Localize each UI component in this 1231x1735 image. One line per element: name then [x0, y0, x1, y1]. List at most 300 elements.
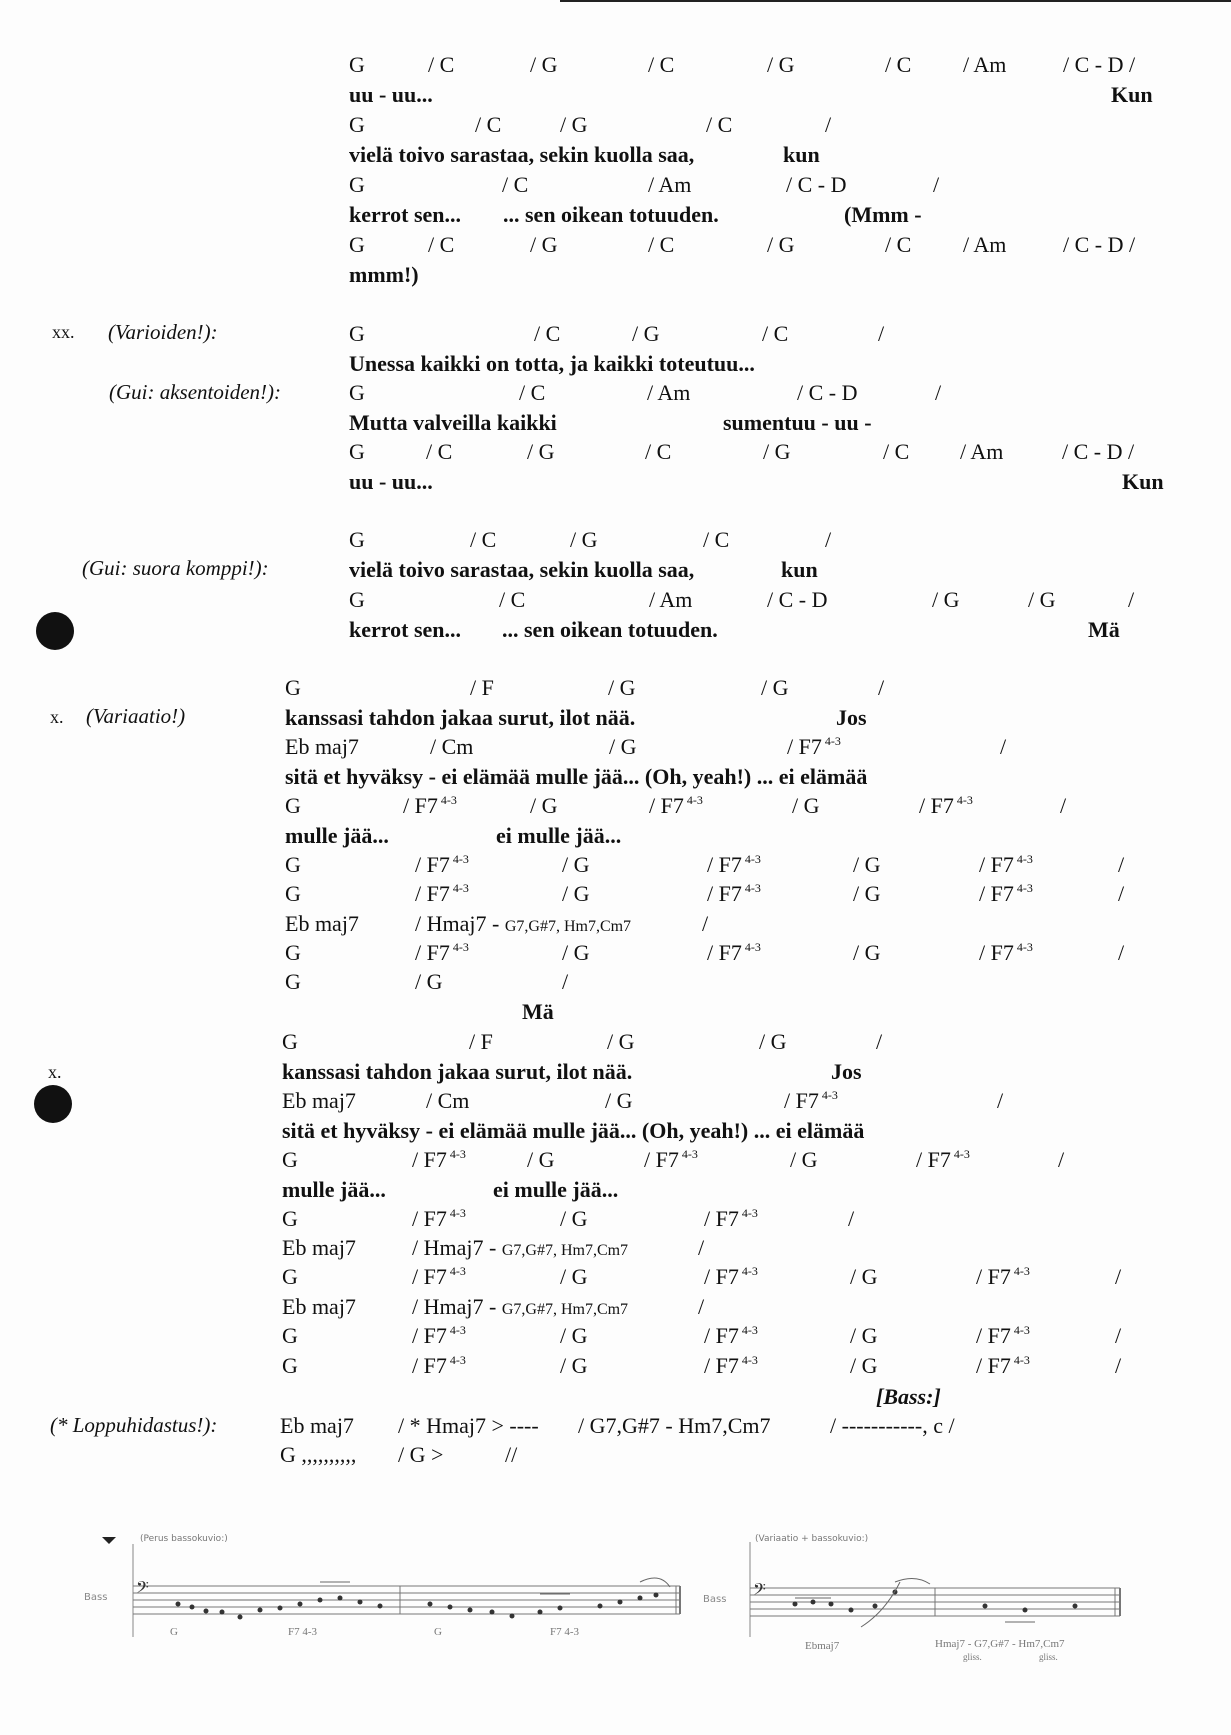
chord-name: / F7 [403, 793, 438, 818]
chord-name: / F7 [412, 1264, 447, 1289]
lyric-fragment: (Mmm - [844, 202, 922, 227]
chord-name: / G [527, 1147, 555, 1172]
chord-name: G [285, 940, 301, 965]
lyric-text-23-1 [496, 823, 621, 849]
chord-name: / F7 [704, 1264, 739, 1289]
chord-symbol-0-1 [428, 52, 454, 78]
chord-suspension-superscript: 4-3 [741, 1264, 758, 1278]
chord-symbol-0-7 [1063, 52, 1135, 78]
staff-chord-right-1: Ebmaj7 [805, 1640, 840, 1652]
chord-symbol-27-1 [415, 940, 469, 966]
bass-staff-left [84, 1532, 685, 1652]
chord-symbol-25-6 [1118, 881, 1124, 907]
chord-name: / G [759, 1029, 787, 1054]
chord-passing-chords: G7,G#7, Hm7,Cm7 [501, 1301, 629, 1318]
chord-name: / F7 [644, 1147, 679, 1172]
chord-name: / C [499, 587, 526, 612]
chord-name: Eb maj7 [282, 1294, 356, 1319]
chord-symbol-28-0 [285, 969, 301, 995]
chord-symbol-22-1 [403, 793, 457, 819]
chord-name: / C [534, 321, 561, 346]
chord-name: G [349, 112, 365, 137]
chord-symbol-22-4 [792, 793, 820, 819]
chord-name: / [1058, 1147, 1065, 1172]
chord-symbol-38-2 [560, 1264, 588, 1290]
chord-name: / G [853, 940, 881, 965]
chord-name: G [349, 587, 365, 612]
lyric-text-3-1 [783, 142, 820, 168]
chord-symbol-39-2 [698, 1294, 704, 1320]
chord-symbol-20-1 [430, 734, 473, 760]
chord-suspension-superscript: 4-3 [744, 852, 761, 866]
chord-name: / [562, 969, 569, 994]
chord-symbol-22-0 [285, 793, 301, 819]
chord-name: / Cm [430, 734, 474, 759]
chord-symbol-28-2 [562, 969, 568, 995]
chord-symbol-34-4 [790, 1147, 818, 1173]
chord-name: / C [502, 172, 529, 197]
chord-symbol-27-4 [853, 940, 881, 966]
chord-symbol-20-3 [787, 734, 841, 760]
chord-name: / G [562, 940, 590, 965]
chord-symbol-24-6 [1118, 852, 1124, 878]
chord-name: / [1115, 1264, 1122, 1289]
chord-name: / G [767, 232, 795, 257]
chord-name: / Am [649, 587, 693, 612]
chord-symbol-2-1 [475, 112, 501, 138]
chord-name: Eb maj7 [285, 911, 359, 936]
staff-gliss-1: gliss. [963, 1652, 982, 1662]
chord-suspension-superscript: 4-3 [681, 1147, 698, 1161]
chord-suspension-superscript: 4-3 [449, 1323, 466, 1337]
chord-symbol-4-2 [648, 172, 691, 198]
chord-name: / G [790, 1147, 818, 1172]
chord-symbol-40-1 [412, 1323, 466, 1349]
lyric-fragment: kanssasi tahdon jakaa surut, ilot nää. [282, 1059, 633, 1084]
chord-symbol-32-2 [605, 1088, 633, 1114]
chord-symbol-32-3 [784, 1088, 838, 1114]
chord-name: Eb maj7 [282, 1235, 356, 1260]
chord-name: G [282, 1353, 298, 1378]
chord-name: / G [527, 439, 555, 464]
chord-symbol-0-4 [767, 52, 795, 78]
chord-name: / F7 [707, 881, 742, 906]
chord-symbol-0-2 [530, 52, 558, 78]
chord-name: / C - D / [1063, 232, 1136, 257]
chord-symbol-2-4 [825, 112, 831, 138]
chord-suspension-superscript: 4-3 [741, 1323, 758, 1337]
lyric-text-5-2 [844, 202, 922, 228]
lyric-text-42-0 [876, 1384, 941, 1410]
chord-name: / G [853, 852, 881, 877]
chord-name: / F [469, 1029, 493, 1054]
chord-symbol-6-6 [963, 232, 1006, 258]
chord-symbol-26-2 [702, 911, 708, 937]
chord-symbol-20-2 [609, 734, 637, 760]
chord-symbol-0-6 [963, 52, 1006, 78]
staff-notation-right [735, 1532, 1125, 1662]
chord-symbol-36-1 [412, 1206, 466, 1232]
chord-name: / F7 [976, 1323, 1011, 1348]
chord-name: / F7 [412, 1206, 447, 1231]
chord-name: / F [470, 675, 494, 700]
bass-staff-right [703, 1532, 1125, 1662]
chord-symbol-6-3 [648, 232, 674, 258]
chord-symbol-34-1 [412, 1147, 466, 1173]
chord-name: / F7 [979, 881, 1014, 906]
chord-name: / [935, 380, 942, 405]
chord-symbol-38-4 [850, 1264, 878, 1290]
lyric-fragment: ei mulle jää... [493, 1177, 619, 1202]
chord-symbol-16-1 [499, 587, 525, 613]
svg-text:𝄢: 𝄢 [136, 1577, 149, 1601]
lyric-fragment: mulle jää... [282, 1177, 386, 1202]
chord-symbol-41-5 [976, 1353, 1030, 1379]
chord-name: / G [932, 587, 960, 612]
chord-suspension-superscript: 4-3 [1013, 1264, 1030, 1278]
chord-name: G [285, 675, 301, 700]
lyric-text-15-1 [781, 557, 818, 583]
chord-symbol-12-1 [426, 439, 452, 465]
chord-name: / Am [648, 172, 692, 197]
lyric-fragment: kerrot sen... [349, 617, 462, 642]
chord-name: / [698, 1294, 705, 1319]
chord-name: / [825, 527, 832, 552]
chord-name: / F7 [704, 1353, 739, 1378]
lyric-fragment: Kun [1111, 82, 1153, 107]
chord-symbol-36-2 [560, 1206, 588, 1232]
chord-symbol-25-1 [415, 881, 469, 907]
chord-name: / C [703, 527, 730, 552]
chord-name: / F7 [784, 1088, 819, 1113]
chord-name: / Am [647, 380, 691, 405]
chord-name: / C [648, 232, 675, 257]
chord-symbol-24-1 [415, 852, 469, 878]
lyric-fragment: ei mulle jää... [496, 823, 622, 848]
lyric-text-3-0 [349, 142, 694, 168]
chord-suspension-superscript: 4-3 [1016, 852, 1033, 866]
chord-symbol-40-0 [282, 1323, 298, 1349]
chord-name: / [1118, 852, 1125, 877]
chord-name: G [349, 321, 365, 346]
staff-notation-left [100, 1532, 685, 1652]
staff-title-right: (Variaatio + bassokuvio:) [755, 1534, 869, 1544]
section-marker-x1: x. [50, 707, 64, 727]
chord-symbol-6-7 [1063, 232, 1135, 258]
chord-name: / F7 [704, 1323, 739, 1348]
chord-name: / [1128, 587, 1135, 612]
lyric-text-9-0 [349, 351, 755, 377]
lyric-text-13-1 [1122, 469, 1164, 495]
chord-symbol-14-0 [349, 527, 365, 553]
lyric-fragment: Mä [1088, 617, 1120, 642]
chord-name: / G [415, 969, 443, 994]
chord-symbol-10-4 [935, 380, 941, 406]
lyric-text-11-0 [349, 410, 557, 436]
chord-symbol-30-3 [759, 1029, 787, 1055]
chord-name: / C [706, 112, 733, 137]
chord-name: / [997, 1088, 1004, 1113]
lyric-text-33-0 [282, 1118, 864, 1144]
lyric-fragment: vielä toivo sarastaa, sekin kuolla saa, [349, 557, 695, 582]
staff-clef-label-left: Bass [84, 1592, 108, 1603]
lyric-text-19-1 [836, 705, 867, 731]
lyric-text-17-2 [1088, 617, 1120, 643]
chord-symbol-27-2 [562, 940, 590, 966]
lyric-fragment: kun [781, 557, 818, 582]
chord-name: / G [530, 52, 558, 77]
chord-symbol-32-1 [426, 1088, 469, 1114]
chord-name: / [848, 1206, 855, 1231]
lyric-text-15-0 [349, 557, 694, 583]
chord-name: / G [850, 1353, 878, 1378]
lyric-fragment: Kun [1122, 469, 1164, 494]
chord-name: / C [428, 232, 455, 257]
chord-name: / C [885, 232, 912, 257]
chord-name: G [285, 881, 301, 906]
lyric-text-7-0 [349, 262, 419, 288]
chord-name: G [349, 380, 365, 405]
chord-suspension-superscript: 4-3 [440, 793, 457, 807]
chord-name: / G [850, 1323, 878, 1348]
lyric-fragment: [Bass:] [876, 1384, 941, 1409]
lyric-text-31-1 [831, 1059, 862, 1085]
chord-name: / C - D [797, 380, 858, 405]
lyric-fragment: kanssasi tahdon jakaa surut, ilot nää. [285, 705, 636, 730]
chord-name: G [349, 172, 365, 197]
chord-name: / F7 [704, 1206, 739, 1231]
chord-name: / G [761, 675, 789, 700]
chord-symbol-2-3 [706, 112, 732, 138]
chord-symbol-0-0 [349, 52, 365, 78]
chord-name: / G [609, 734, 637, 759]
chord-symbol-6-5 [885, 232, 911, 258]
lyric-fragment: uu - uu... [349, 82, 433, 107]
chord-name: / C [883, 439, 910, 464]
chord-name: G [282, 1029, 298, 1054]
chord-suspension-superscript: 4-3 [744, 881, 761, 895]
chord-name: G [282, 1206, 298, 1231]
chord-name: / F7 [919, 793, 954, 818]
chord-name: / -----------, c / [830, 1413, 955, 1438]
chord-symbol-8-3 [762, 321, 788, 347]
chord-symbol-4-3 [786, 172, 847, 198]
chord-symbol-12-7 [1062, 439, 1134, 465]
chord-name: / * Hmaj7 > ---- [398, 1413, 539, 1438]
lyric-fragment: ... sen oikean totuuden. [503, 202, 719, 227]
chord-name: / G [562, 852, 590, 877]
lyric-fragment: kun [783, 142, 820, 167]
chord-symbol-40-6 [1115, 1323, 1121, 1349]
chord-name: / C [519, 380, 546, 405]
margin-label-varioiden: (Varioiden!): [108, 320, 218, 344]
chord-name: / F7 [415, 852, 450, 877]
chord-symbol-34-6 [1058, 1147, 1064, 1173]
chord-symbol-18-3 [761, 675, 789, 701]
lyric-fragment: sumentuu - uu - [723, 410, 872, 435]
chord-symbol-16-2 [649, 587, 692, 613]
chord-symbol-36-0 [282, 1206, 298, 1232]
chord-name: / G [1028, 587, 1056, 612]
chord-symbol-41-6 [1115, 1353, 1121, 1379]
chord-suspension-superscript: 4-3 [953, 1147, 970, 1161]
lyric-text-35-1 [493, 1177, 618, 1203]
chord-name: // [505, 1442, 518, 1467]
chord-name: / G [570, 527, 598, 552]
chord-symbol-34-3 [644, 1147, 698, 1173]
chord-name: / [878, 675, 885, 700]
chord-name: / F7 [976, 1353, 1011, 1378]
lyric-fragment: sitä et hyväksy - ei elämää mulle jää... (Oh, yeah!) ... ei elämää [282, 1118, 865, 1143]
chord-symbol-25-0 [285, 881, 301, 907]
chord-symbol-8-4 [878, 321, 884, 347]
chord-symbol-44-1 [398, 1442, 443, 1468]
chord-symbol-6-1 [428, 232, 454, 258]
chord-symbol-12-5 [883, 439, 909, 465]
chord-name: / [825, 112, 832, 137]
chord-name: G [349, 527, 365, 552]
punch-hole [34, 1085, 72, 1123]
chord-passing-chords: G7,G#7, Hm7,Cm7 [504, 918, 632, 935]
chord-symbol-25-3 [707, 881, 761, 907]
lyric-fragment: uu - uu... [349, 469, 433, 494]
chord-symbol-10-0 [349, 380, 365, 406]
chord-symbol-41-2 [560, 1353, 588, 1379]
chord-name: / [1118, 940, 1125, 965]
lyric-fragment: Mutta valveilla kaikki [349, 410, 557, 435]
svg-text:𝄢: 𝄢 [753, 1579, 766, 1603]
chord-name: / C [762, 321, 789, 346]
chord-name: / F7 [412, 1147, 447, 1172]
lyric-text-29-0 [522, 999, 554, 1025]
staff-chord-left-3: G [434, 1626, 442, 1638]
chord-name: / G [560, 1323, 588, 1348]
chord-suspension-superscript: 4-3 [449, 1353, 466, 1367]
chord-name: / C [475, 112, 502, 137]
chord-name: / [1115, 1323, 1122, 1348]
chord-symbol-30-2 [607, 1029, 635, 1055]
lyric-text-11-1 [723, 410, 872, 436]
chord-symbol-16-0 [349, 587, 365, 613]
chord-name: / C [645, 439, 672, 464]
chord-symbol-18-4 [878, 675, 884, 701]
chord-symbol-16-6 [1128, 587, 1134, 613]
chord-name: / G [530, 793, 558, 818]
chord-name: / G > [398, 1442, 444, 1467]
lyric-text-5-1 [503, 202, 719, 228]
chord-symbol-18-0 [285, 675, 301, 701]
chord-symbol-30-4 [876, 1029, 882, 1055]
staff-chord-right-2: Hmaj7 - G7,G#7 - Hm7,Cm7 [935, 1638, 1065, 1650]
chord-symbol-24-0 [285, 852, 301, 878]
chord-name: / C - D [786, 172, 847, 197]
lyric-fragment: mulle jää... [285, 823, 389, 848]
lyric-text-17-1 [502, 617, 718, 643]
lyric-text-17-0 [349, 617, 461, 643]
chord-symbol-32-4 [997, 1088, 1003, 1114]
chord-symbol-27-5 [979, 940, 1033, 966]
chord-name: / G7,G#7 - Hm7,Cm7 [578, 1413, 771, 1438]
chord-symbol-14-1 [470, 527, 496, 553]
chord-symbol-38-6 [1115, 1264, 1121, 1290]
chord-symbol-41-1 [412, 1353, 466, 1379]
lyric-text-23-0 [285, 823, 389, 849]
staff-title-left: (Perus bassokuvio:) [140, 1534, 228, 1544]
lyric-fragment: vielä toivo sarastaa, sekin kuolla saa, [349, 142, 695, 167]
margin-label-variaatio: (Variaatio!) [86, 704, 186, 728]
chord-symbol-41-4 [850, 1353, 878, 1379]
chord-name: / G [560, 112, 588, 137]
staff-gliss-2: gliss. [1039, 1652, 1058, 1662]
lyric-text-35-0 [282, 1177, 386, 1203]
chord-symbol-4-4 [933, 172, 939, 198]
chord-symbol-20-4 [1000, 734, 1006, 760]
chord-symbol-34-2 [527, 1147, 555, 1173]
chord-name: G [282, 1147, 298, 1172]
chord-suspension-superscript: 4-3 [741, 1353, 758, 1367]
chord-symbol-22-5 [919, 793, 973, 819]
chord-symbol-40-5 [976, 1323, 1030, 1349]
chord-symbol-24-3 [707, 852, 761, 878]
chord-suspension-superscript: 4-3 [824, 734, 841, 748]
chord-name: / C [885, 52, 912, 77]
chord-symbol-6-2 [530, 232, 558, 258]
chord-symbol-20-0 [285, 734, 359, 760]
chord-symbol-14-3 [703, 527, 729, 553]
chord-symbol-14-2 [570, 527, 598, 553]
chord-symbol-0-3 [648, 52, 674, 78]
chord-name: / Am [963, 52, 1007, 77]
chord-name: Eb maj7 [280, 1413, 354, 1438]
chord-suspension-superscript: 4-3 [686, 793, 703, 807]
chord-symbol-40-2 [560, 1323, 588, 1349]
chord-suspension-superscript: 4-3 [452, 852, 469, 866]
chord-name: / C [648, 52, 675, 77]
chord-name: / G [607, 1029, 635, 1054]
chord-name: / G [850, 1264, 878, 1289]
chord-symbol-10-3 [797, 380, 858, 406]
chord-name: / C - D / [1063, 52, 1136, 77]
chord-name: / C - D [767, 587, 828, 612]
chord-symbol-26-0 [285, 911, 359, 937]
margin-label-gui-suora: (Gui: suora komppi!): [82, 556, 269, 580]
chord-suspension-superscript: 4-3 [741, 1206, 758, 1220]
chord-name: / C [426, 439, 453, 464]
chord-symbol-37-0 [282, 1235, 356, 1261]
chord-symbol-38-5 [976, 1264, 1030, 1290]
chord-symbol-34-0 [282, 1147, 298, 1173]
chord-name: / [702, 911, 709, 936]
chord-symbol-10-2 [647, 380, 690, 406]
chord-name: G [285, 969, 301, 994]
chord-symbol-18-1 [470, 675, 494, 701]
chord-symbol-0-5 [885, 52, 911, 78]
lyric-fragment: Mä [522, 999, 554, 1024]
chord-symbol-30-0 [282, 1029, 298, 1055]
section-marker-x2: x. [48, 1062, 62, 1082]
chord-symbol-27-0 [285, 940, 301, 966]
chord-symbol-24-5 [979, 852, 1033, 878]
chord-name: Eb maj7 [282, 1088, 356, 1113]
margin-label-loppuhidastus: (* Loppuhidastus!): [50, 1413, 218, 1437]
lyric-fragment: Jos [831, 1059, 862, 1084]
chord-name: / Hmaj7 - [412, 1294, 502, 1319]
chord-name: / F7 [916, 1147, 951, 1172]
chord-symbol-12-2 [527, 439, 555, 465]
chord-symbol-41-0 [282, 1353, 298, 1379]
chord-name: / G [560, 1206, 588, 1231]
chord-symbol-43-1 [398, 1413, 539, 1439]
